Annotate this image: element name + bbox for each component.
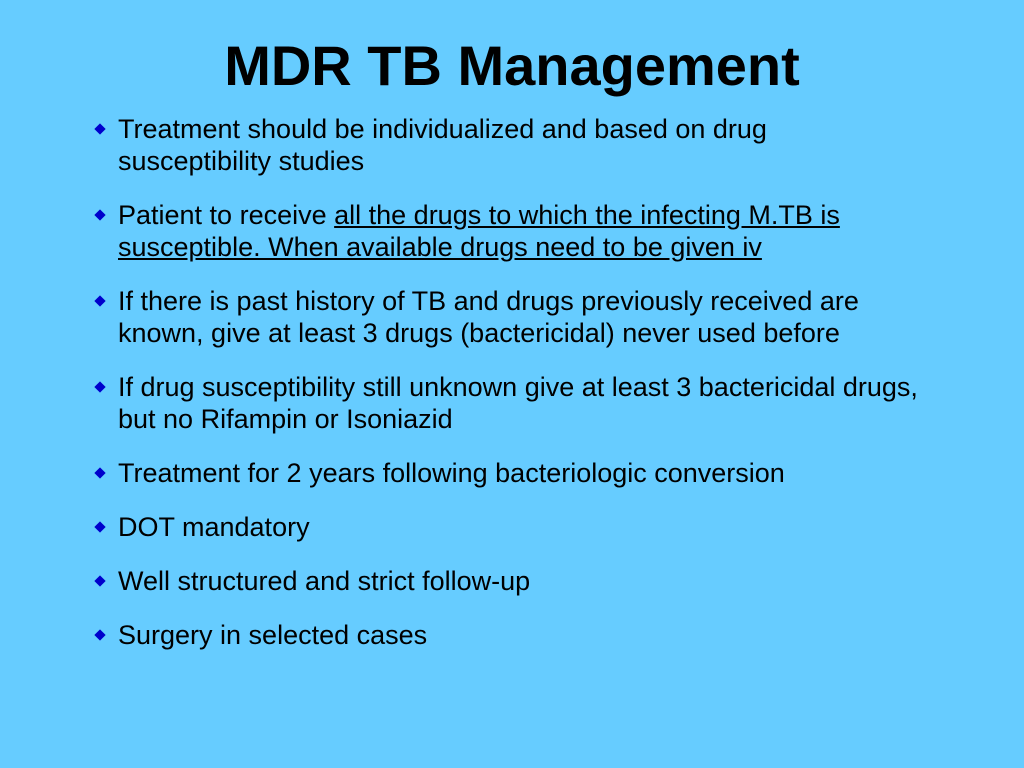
bullet-text: If there is past history of TB and drugs previously received are known, give at least 3 drugs (bactericidal) never used before — [118, 286, 859, 348]
diamond-bullet-icon — [94, 629, 105, 640]
bullet-item — [92, 199, 922, 263]
bullet-item — [92, 371, 922, 435]
bullet-text: DOT mandatory — [118, 512, 310, 542]
bullet-item — [92, 565, 922, 597]
diamond-bullet-icon — [94, 295, 105, 306]
diamond-bullet-icon — [94, 521, 105, 532]
diamond-bullet-icon — [94, 123, 105, 134]
bullet-item — [92, 285, 922, 349]
diamond-bullet-icon — [94, 381, 105, 392]
slide-title: MDR TB Management — [224, 34, 800, 97]
bullet-text: Surgery in selected cases — [118, 620, 428, 650]
bullet-text-underlined: all the drugs to which the infecting M.TB is susceptible. When available drugs need to be given iv — [118, 200, 840, 262]
bullet-list — [92, 113, 922, 673]
diamond-bullet-icon — [94, 467, 105, 478]
bullet-text: If drug susceptibility still unknown give at least 3 bactericidal drugs, but no Rifampin or Isoniazid — [118, 372, 918, 434]
bullet-item — [92, 457, 922, 489]
bullet-text: Treatment should be individualized and based on drug susceptibility studies — [118, 114, 767, 176]
bullet-text: Well structured and strict follow-up — [118, 566, 531, 596]
bullet-item — [92, 113, 922, 177]
diamond-bullet-icon — [94, 575, 105, 586]
bullet-item — [92, 511, 922, 543]
bullet-item — [92, 619, 922, 651]
diamond-bullet-icon — [94, 209, 105, 220]
bullet-text-prefix: Patient to receive — [118, 200, 335, 230]
bullet-text: Treatment for 2 years following bacteriologic conversion — [118, 458, 785, 488]
